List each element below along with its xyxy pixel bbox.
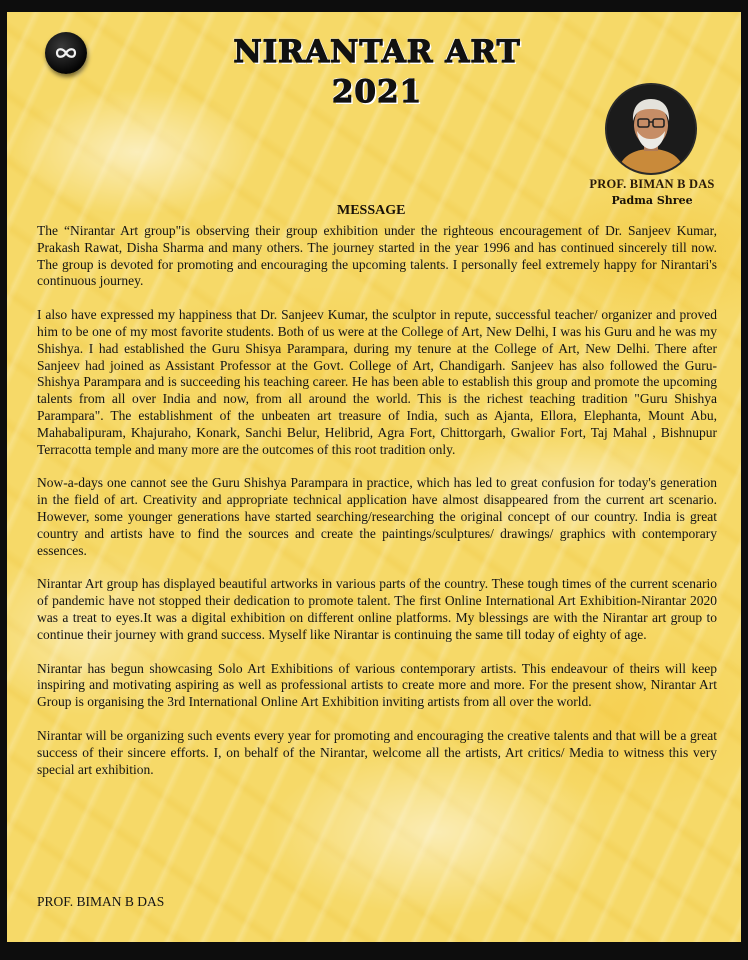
paragraph-1: The “Nirantar Art group"is observing their group exhibition under the righteous encouragement of Dr. Sanjeev Kumar, Prakash Rawat, Disha Sharma and many others. The journey started in the year 1996 and has continued sincerely till now. The group is devoted for promoting and encouraging the upcoming talents. I personally feel extremely happy for Nirantari's continuous journey. [37, 223, 717, 289]
paragraph-3: Now-a-days one cannot see the Guru Shishya Parampara in practice, which has led to great confusion for today's generation in the field of art. Creativity and appropriate technical application have almost disappeared from the current art scenario. However, some younger generations have started searching/researching the original concept of our country. India is great country and artists have to find the sources and create the paintings/sculptures/ drawings/ graphics with contemporary essences. [37, 475, 717, 558]
nirantar-logo [45, 32, 87, 74]
author-name: PROF. BIMAN B DAS [589, 177, 715, 191]
signature: PROF. BIMAN B DAS [37, 894, 165, 909]
paragraph-4: Nirantar Art group has displayed beautiful artworks in various parts of the country. These tough times of the current scenario of pandemic have not stopped their dedication to promote talent. The first Online International Art Exhibition-Nirantar 2020 was a treat to eyes.It was a digital exhibition on different online platforms. My blessings are with the Nirantar art group to continue their journey with grand success. Myself like Nirantar is continuing the same till today of eighty of age. [37, 576, 717, 642]
paragraph-6: Nirantar will be organizing such events every year for promoting and encouraging the creative talents and that will be a great success of their sincere efforts. I, on behalf of the Nirantar, welcome all the artists, Art critics/ Media to witness this very special art exhibition. [37, 727, 717, 777]
author-honor: Padma Shree [611, 194, 693, 207]
message-body [37, 223, 717, 795]
page-title: NIRANTAR ART 2021 [233, 34, 521, 110]
infinity-icon [53, 46, 79, 60]
paragraph-2: I also have expressed my happiness that Dr. Sanjeev Kumar, the sculptor in repute, successful teacher/ organizer and proved him to be one of my most favorite students. Both of us were at the College of Art, New Delhi, I was his Guru and he was my Shishya. I had established the Guru Shisya Parampara, during my tenure at the College of Art, New Delhi. There after Sanjeev had joined as Assistant Professor at the Govt. College of Art, Chandigarh. Sanjeev has also followed the Guru-Shishya Parampara and is succeeding his teaching career. He has been able to establish this group and promote the upcoming talents from all over India and now, from all around the world. This is the richest teaching tradition "Guru Shishya Parampara". The establishment of the unbeaten art treasure of India, such as Ajanta, Ellora, Elephanta, Mount Abu, Mahabalipuram, Khajuraho, Konark, Sanchi Belur, Helibrid, Agra Fort, Chittorgarh, Gwalior Fort, Taj Mahal , Bishnupur Terracotta temple and many more are the outcomes of this root tradition only. [37, 307, 717, 457]
message-page [7, 12, 741, 942]
author-portrait [607, 85, 695, 173]
message-heading: MESSAGE [337, 203, 406, 218]
paragraph-5: Nirantar has begun showcasing Solo Art Exhibitions of various contemporary artists. This endeavour of theirs will keep inspiring and motivating aspiring as well as professional artists to create more and more. For the present show, Nirantar Art Group is organising the 3rd International Online Art Exhibition inviting artists from all over the world. [37, 660, 717, 710]
